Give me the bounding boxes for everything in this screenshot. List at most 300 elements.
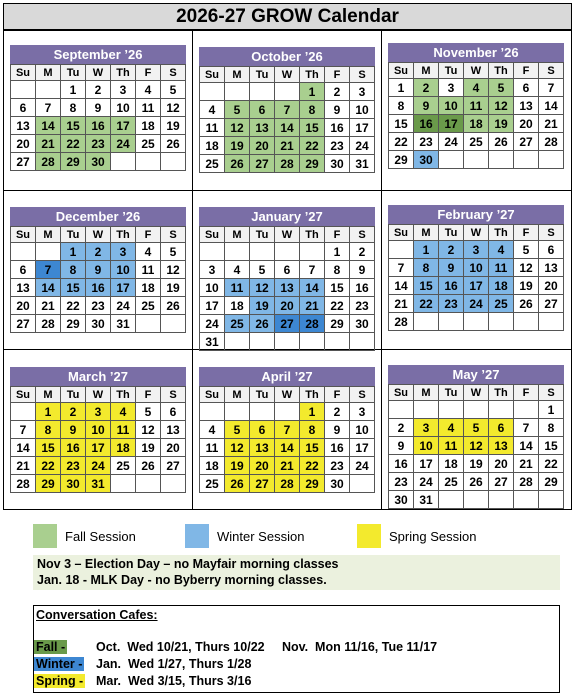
day-cell xyxy=(300,333,325,351)
day-cell: 26 xyxy=(225,155,250,173)
day-of-week-header: S xyxy=(161,65,186,81)
day-of-week-header: F xyxy=(514,385,539,401)
day-cell: 12 xyxy=(161,99,186,117)
day-of-week-header: Th xyxy=(111,65,136,81)
day-cell: 17 xyxy=(414,455,439,473)
month-calendar xyxy=(199,207,375,351)
day-cell: 30 xyxy=(389,491,414,509)
day-cell: 28 xyxy=(275,475,300,493)
day-cell: 6 xyxy=(539,241,564,259)
day-cell: 11 xyxy=(225,279,250,297)
month-title: September ’26 xyxy=(10,45,186,64)
fall-swatch xyxy=(33,524,57,548)
day-cell: 1 xyxy=(325,243,350,261)
day-of-week-header: F xyxy=(136,65,161,81)
day-cell xyxy=(161,153,186,171)
day-cell xyxy=(225,243,250,261)
day-cell: 7 xyxy=(36,99,61,117)
day-cell xyxy=(11,81,36,99)
month-calendar xyxy=(199,367,375,493)
day-cell xyxy=(136,315,161,333)
day-cell: 21 xyxy=(275,137,300,155)
day-cell: 12 xyxy=(225,119,250,137)
day-cell: 6 xyxy=(275,261,300,279)
day-cell: 13 xyxy=(250,439,275,457)
day-cell: 17 xyxy=(111,117,136,135)
day-of-week-header: F xyxy=(325,67,350,83)
day-cell: 22 xyxy=(300,457,325,475)
day-cell: 6 xyxy=(11,99,36,117)
day-cell: 30 xyxy=(414,151,439,169)
day-cell: 17 xyxy=(200,297,225,315)
day-cell: 23 xyxy=(350,297,375,315)
day-cell: 6 xyxy=(250,101,275,119)
day-cell: 15 xyxy=(61,279,86,297)
day-cell: 29 xyxy=(300,155,325,173)
day-cell xyxy=(250,403,275,421)
day-cell: 14 xyxy=(36,117,61,135)
day-cell: 20 xyxy=(11,297,36,315)
day-cell: 20 xyxy=(161,439,186,457)
day-of-week-header: F xyxy=(325,227,350,243)
day-of-week-header: S xyxy=(350,387,375,403)
day-cell: 16 xyxy=(439,277,464,295)
day-cell xyxy=(539,491,564,509)
day-of-week-header: Tu xyxy=(250,227,275,243)
day-of-week-header: F xyxy=(136,227,161,243)
month-title: February ’27 xyxy=(388,205,564,224)
day-cell: 5 xyxy=(136,403,161,421)
day-cell: 29 xyxy=(300,475,325,493)
day-cell: 2 xyxy=(350,243,375,261)
day-cell: 25 xyxy=(464,133,489,151)
notes-box xyxy=(33,555,560,590)
winter-swatch xyxy=(185,524,209,548)
day-cell xyxy=(225,333,250,351)
day-cell: 24 xyxy=(86,457,111,475)
day-cell: 2 xyxy=(325,83,350,101)
day-cell: 6 xyxy=(161,403,186,421)
day-cell xyxy=(161,475,186,493)
day-cell: 23 xyxy=(61,457,86,475)
day-cell: 16 xyxy=(414,115,439,133)
day-cell: 8 xyxy=(61,99,86,117)
day-cell: 19 xyxy=(464,455,489,473)
day-cell: 30 xyxy=(325,155,350,173)
month-calendar xyxy=(10,367,186,493)
day-cell: 10 xyxy=(111,99,136,117)
day-cell: 21 xyxy=(514,455,539,473)
day-cell: 10 xyxy=(439,97,464,115)
day-of-week-header: Th xyxy=(300,387,325,403)
day-cell: 31 xyxy=(200,333,225,351)
day-cell: 20 xyxy=(514,115,539,133)
day-of-week-header: Su xyxy=(200,387,225,403)
day-cell: 15 xyxy=(300,439,325,457)
day-cell: 19 xyxy=(489,115,514,133)
day-cell: 25 xyxy=(200,475,225,493)
day-cell: 2 xyxy=(439,241,464,259)
day-cell: 21 xyxy=(36,297,61,315)
day-cell: 23 xyxy=(86,135,111,153)
day-cell: 1 xyxy=(61,81,86,99)
day-cell: 12 xyxy=(136,421,161,439)
day-of-week-header: Th xyxy=(489,225,514,241)
day-cell: 20 xyxy=(250,457,275,475)
day-cell: 13 xyxy=(250,119,275,137)
day-cell xyxy=(275,83,300,101)
day-cell: 9 xyxy=(325,421,350,439)
day-cell xyxy=(200,83,225,101)
day-cell xyxy=(36,243,61,261)
day-cell: 18 xyxy=(200,137,225,155)
cafe-spring-text: Mar. Wed 3/15, Thurs 3/16 xyxy=(96,674,252,688)
day-cell: 5 xyxy=(514,241,539,259)
day-cell xyxy=(439,401,464,419)
day-cell: 18 xyxy=(136,117,161,135)
day-cell: 12 xyxy=(464,437,489,455)
day-cell xyxy=(350,333,375,351)
day-cell: 14 xyxy=(275,439,300,457)
day-cell: 29 xyxy=(36,475,61,493)
day-cell: 22 xyxy=(539,455,564,473)
day-of-week-header: W xyxy=(275,387,300,403)
day-of-week-header: W xyxy=(464,225,489,241)
day-cell: 9 xyxy=(350,261,375,279)
day-cell: 22 xyxy=(61,297,86,315)
day-of-week-header: S xyxy=(539,225,564,241)
day-cell xyxy=(414,313,439,331)
day-cell: 20 xyxy=(539,277,564,295)
day-cell: 5 xyxy=(161,81,186,99)
day-cell: 24 xyxy=(111,297,136,315)
day-cell: 4 xyxy=(111,403,136,421)
day-cell: 26 xyxy=(161,135,186,153)
day-cell: 18 xyxy=(439,455,464,473)
day-cell: 7 xyxy=(11,421,36,439)
day-cell: 16 xyxy=(325,439,350,457)
day-cell: 26 xyxy=(489,133,514,151)
day-cell: 13 xyxy=(11,279,36,297)
month-title: December ’26 xyxy=(10,207,186,226)
day-of-week-header: Su xyxy=(11,387,36,403)
day-cell: 4 xyxy=(200,421,225,439)
day-cell: 31 xyxy=(350,155,375,173)
conversation-cafes-box xyxy=(33,605,560,693)
day-cell: 15 xyxy=(36,439,61,457)
day-cell: 31 xyxy=(414,491,439,509)
day-cell: 5 xyxy=(225,421,250,439)
day-cell: 3 xyxy=(86,403,111,421)
cafe-fall-label: Fall - xyxy=(36,640,66,654)
month-title: January ’27 xyxy=(199,207,375,226)
day-of-week-header: W xyxy=(86,227,111,243)
cafes-title: Conversation Cafes: xyxy=(36,608,158,622)
day-cell: 21 xyxy=(539,115,564,133)
day-cell: 6 xyxy=(11,261,36,279)
cafe-winter-label: Winter - xyxy=(36,657,83,671)
day-cell xyxy=(250,83,275,101)
day-cell: 13 xyxy=(539,259,564,277)
day-cell: 18 xyxy=(464,115,489,133)
day-cell: 30 xyxy=(86,315,111,333)
day-of-week-header: M xyxy=(414,63,439,79)
day-cell xyxy=(161,315,186,333)
day-cell: 29 xyxy=(539,473,564,491)
day-cell: 9 xyxy=(86,99,111,117)
day-cell: 4 xyxy=(136,81,161,99)
month-title: May ’27 xyxy=(388,365,564,384)
day-cell: 13 xyxy=(161,421,186,439)
day-cell: 27 xyxy=(250,475,275,493)
day-cell: 15 xyxy=(325,279,350,297)
day-cell: 28 xyxy=(275,155,300,173)
day-cell: 29 xyxy=(325,315,350,333)
day-cell xyxy=(489,401,514,419)
day-cell: 3 xyxy=(414,419,439,437)
page-title: 2026-27 GROW Calendar xyxy=(3,3,572,30)
day-cell xyxy=(136,475,161,493)
day-cell xyxy=(514,151,539,169)
month-title: October ’26 xyxy=(199,47,375,66)
day-cell: 7 xyxy=(539,79,564,97)
day-cell xyxy=(275,403,300,421)
day-cell: 14 xyxy=(389,277,414,295)
day-cell: 23 xyxy=(325,137,350,155)
day-of-week-header: Th xyxy=(300,67,325,83)
day-cell: 9 xyxy=(389,437,414,455)
spring-swatch xyxy=(357,524,381,548)
day-cell: 5 xyxy=(489,79,514,97)
day-cell: 3 xyxy=(439,79,464,97)
day-cell: 30 xyxy=(61,475,86,493)
day-cell: 2 xyxy=(86,243,111,261)
day-cell: 16 xyxy=(389,455,414,473)
day-cell xyxy=(200,403,225,421)
legend-winter xyxy=(185,524,304,548)
day-cell: 4 xyxy=(464,79,489,97)
day-cell: 24 xyxy=(350,137,375,155)
day-cell: 1 xyxy=(300,83,325,101)
day-cell: 20 xyxy=(11,135,36,153)
day-cell: 27 xyxy=(514,133,539,151)
note-line: Nov 3 – Election Day – no Mayfair morning classes xyxy=(37,557,339,571)
day-cell: 5 xyxy=(250,261,275,279)
grid-divider xyxy=(3,190,572,191)
day-cell: 27 xyxy=(539,295,564,313)
day-cell: 8 xyxy=(325,261,350,279)
day-cell: 25 xyxy=(200,155,225,173)
day-of-week-header: F xyxy=(325,387,350,403)
day-cell xyxy=(464,313,489,331)
day-cell xyxy=(136,153,161,171)
day-cell: 9 xyxy=(86,261,111,279)
day-cell xyxy=(514,401,539,419)
day-cell: 3 xyxy=(350,83,375,101)
legend-winter-label: Winter Session xyxy=(217,528,305,544)
day-cell xyxy=(489,313,514,331)
day-of-week-header: Su xyxy=(11,227,36,243)
day-of-week-header: W xyxy=(464,63,489,79)
day-of-week-header: W xyxy=(275,227,300,243)
day-cell: 14 xyxy=(514,437,539,455)
day-cell: 28 xyxy=(36,315,61,333)
day-of-week-header: F xyxy=(514,225,539,241)
day-cell xyxy=(225,403,250,421)
day-cell: 24 xyxy=(111,135,136,153)
day-cell: 12 xyxy=(250,279,275,297)
day-cell: 15 xyxy=(300,119,325,137)
day-cell: 31 xyxy=(111,315,136,333)
day-cell: 19 xyxy=(225,137,250,155)
day-cell: 30 xyxy=(325,475,350,493)
month-calendar xyxy=(10,45,186,171)
day-cell: 17 xyxy=(350,439,375,457)
day-cell: 1 xyxy=(539,401,564,419)
day-cell: 18 xyxy=(111,439,136,457)
day-of-week-header: S xyxy=(350,227,375,243)
day-cell: 11 xyxy=(439,437,464,455)
day-cell: 24 xyxy=(439,133,464,151)
day-of-week-header: Su xyxy=(200,227,225,243)
day-cell: 20 xyxy=(250,137,275,155)
day-cell: 19 xyxy=(225,457,250,475)
day-of-week-header: Su xyxy=(389,385,414,401)
day-cell: 10 xyxy=(414,437,439,455)
day-cell xyxy=(225,83,250,101)
day-cell xyxy=(414,401,439,419)
day-cell: 22 xyxy=(414,295,439,313)
day-cell: 21 xyxy=(300,297,325,315)
day-cell: 27 xyxy=(489,473,514,491)
day-cell: 26 xyxy=(250,315,275,333)
day-cell xyxy=(514,491,539,509)
day-cell: 19 xyxy=(250,297,275,315)
day-cell: 6 xyxy=(250,421,275,439)
day-cell xyxy=(11,403,36,421)
day-cell: 17 xyxy=(86,439,111,457)
day-cell: 1 xyxy=(36,403,61,421)
month-calendar xyxy=(10,207,186,333)
day-of-week-header: M xyxy=(36,227,61,243)
day-cell: 13 xyxy=(514,97,539,115)
day-cell: 22 xyxy=(389,133,414,151)
legend-spring xyxy=(357,524,476,548)
day-cell xyxy=(464,401,489,419)
day-cell: 26 xyxy=(161,297,186,315)
day-cell: 15 xyxy=(539,437,564,455)
day-cell: 25 xyxy=(225,315,250,333)
day-of-week-header: F xyxy=(514,63,539,79)
grid-divider xyxy=(192,30,193,510)
day-cell: 2 xyxy=(86,81,111,99)
day-cell: 29 xyxy=(389,151,414,169)
day-cell: 19 xyxy=(161,117,186,135)
day-cell: 6 xyxy=(514,79,539,97)
day-of-week-header: Tu xyxy=(61,227,86,243)
day-cell: 14 xyxy=(539,97,564,115)
day-cell: 25 xyxy=(136,135,161,153)
day-of-week-header: S xyxy=(539,385,564,401)
day-cell xyxy=(11,243,36,261)
day-cell: 16 xyxy=(86,279,111,297)
day-cell: 4 xyxy=(200,101,225,119)
day-cell: 1 xyxy=(61,243,86,261)
day-cell xyxy=(464,491,489,509)
day-cell xyxy=(439,491,464,509)
day-cell xyxy=(200,243,225,261)
day-cell: 25 xyxy=(439,473,464,491)
day-of-week-header: Su xyxy=(389,63,414,79)
day-cell: 28 xyxy=(514,473,539,491)
day-cell: 26 xyxy=(225,475,250,493)
day-of-week-header: Tu xyxy=(250,387,275,403)
legend-spring-label: Spring Session xyxy=(389,528,477,544)
day-cell: 4 xyxy=(136,243,161,261)
day-cell: 8 xyxy=(61,261,86,279)
day-cell: 15 xyxy=(389,115,414,133)
day-cell: 11 xyxy=(489,259,514,277)
day-cell: 24 xyxy=(464,295,489,313)
day-cell: 10 xyxy=(350,421,375,439)
day-cell: 14 xyxy=(300,279,325,297)
day-cell: 1 xyxy=(300,403,325,421)
day-of-week-header: Th xyxy=(111,387,136,403)
day-cell: 18 xyxy=(200,457,225,475)
day-cell: 11 xyxy=(200,439,225,457)
day-of-week-header: S xyxy=(161,227,186,243)
day-of-week-header: M xyxy=(36,387,61,403)
day-cell: 8 xyxy=(300,101,325,119)
day-of-week-header: M xyxy=(414,385,439,401)
day-cell: 7 xyxy=(275,101,300,119)
day-cell: 14 xyxy=(36,279,61,297)
day-cell: 20 xyxy=(275,297,300,315)
day-cell: 11 xyxy=(464,97,489,115)
month-calendar xyxy=(388,43,564,169)
legend-fall-label: Fall Session xyxy=(65,528,136,544)
note-line: Jan. 18 - MLK Day - no Byberry morning classes. xyxy=(37,573,327,587)
day-cell xyxy=(275,243,300,261)
day-cell: 2 xyxy=(389,419,414,437)
day-cell: 11 xyxy=(111,421,136,439)
day-cell: 23 xyxy=(414,133,439,151)
day-of-week-header: Tu xyxy=(61,387,86,403)
day-cell: 3 xyxy=(111,243,136,261)
day-cell: 21 xyxy=(11,457,36,475)
day-of-week-header: W xyxy=(86,387,111,403)
day-cell: 13 xyxy=(11,117,36,135)
day-cell: 30 xyxy=(350,315,375,333)
day-cell: 12 xyxy=(489,97,514,115)
day-of-week-header: W xyxy=(275,67,300,83)
day-cell: 28 xyxy=(389,313,414,331)
day-cell: 11 xyxy=(136,99,161,117)
day-of-week-header: M xyxy=(225,387,250,403)
day-cell xyxy=(539,151,564,169)
day-cell: 3 xyxy=(464,241,489,259)
day-of-week-header: M xyxy=(36,65,61,81)
day-cell: 8 xyxy=(389,97,414,115)
day-cell: 30 xyxy=(86,153,111,171)
cafe-spring-label: Spring - xyxy=(36,674,84,688)
day-cell: 21 xyxy=(389,295,414,313)
day-cell: 19 xyxy=(161,279,186,297)
day-cell: 10 xyxy=(464,259,489,277)
day-cell: 16 xyxy=(325,119,350,137)
day-cell: 4 xyxy=(489,241,514,259)
day-cell: 29 xyxy=(61,153,86,171)
